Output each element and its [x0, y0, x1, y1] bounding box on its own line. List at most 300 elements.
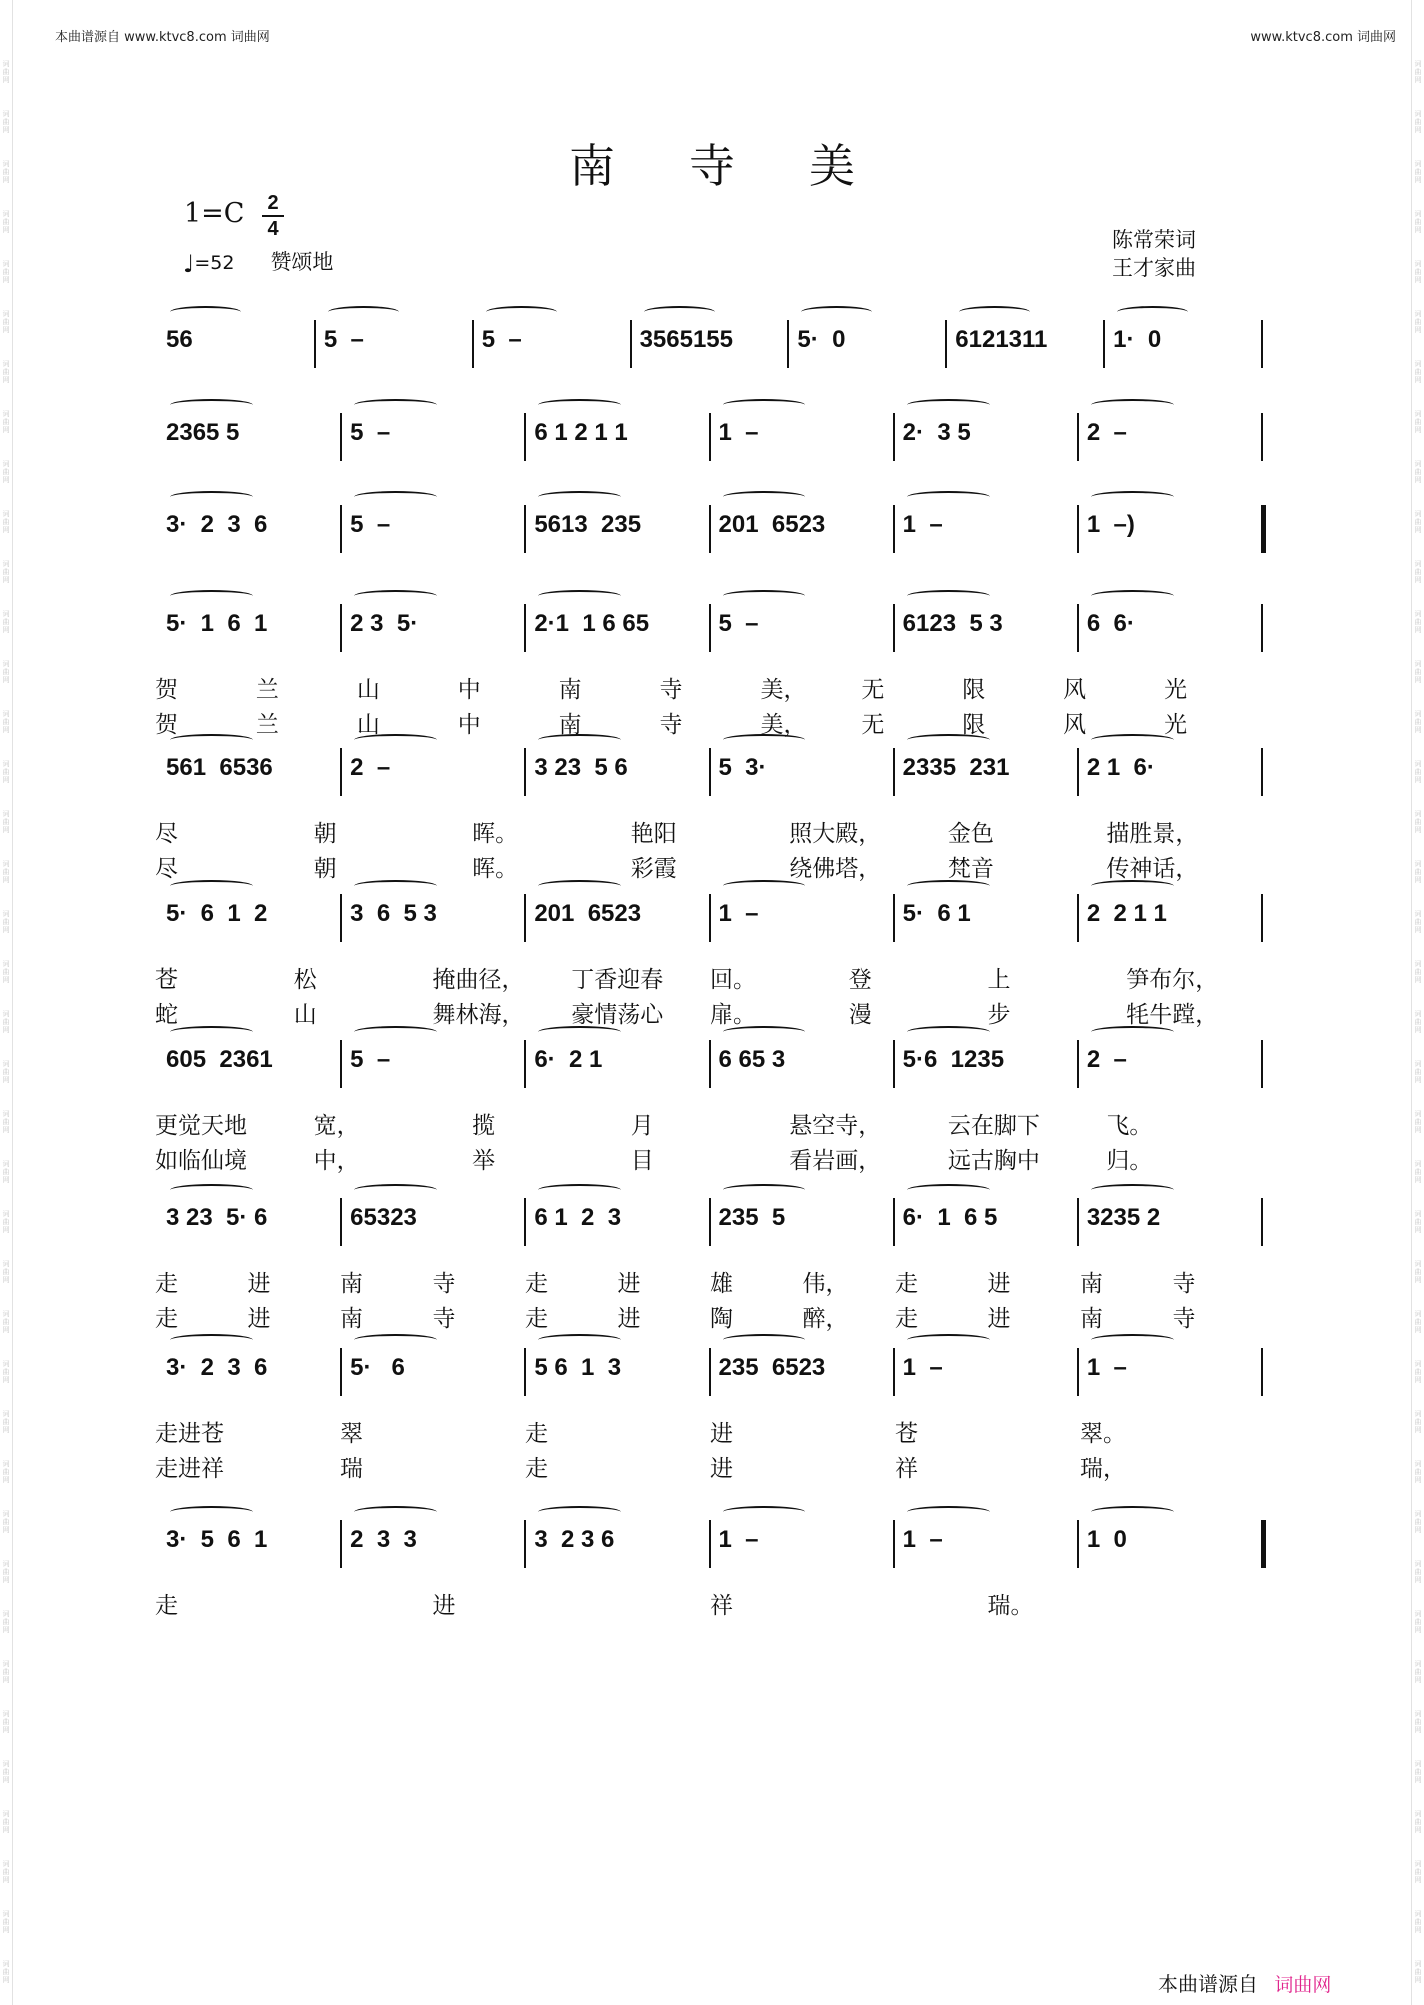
- slur-mark: [170, 399, 253, 411]
- measure-notes: 3235 2: [1086, 1204, 1161, 1231]
- side-watermark-text: 词 曲 网: [2, 560, 10, 584]
- measure-notes: 1 –: [718, 1526, 759, 1553]
- lyric-word: 朝: [313, 821, 337, 847]
- lyric-word: 陶: [710, 1306, 733, 1332]
- side-watermark-text: 词 曲 网: [1414, 1460, 1422, 1484]
- expression-marking: 赞颂地: [270, 250, 334, 274]
- lyric-word: 松: [293, 967, 317, 993]
- measure-notes: 5 –: [718, 610, 759, 637]
- barline: [1077, 1040, 1079, 1088]
- side-watermark-text: 词 曲 网: [1414, 1910, 1422, 1934]
- barline: [340, 748, 342, 796]
- lyric-word: 走: [525, 1421, 548, 1447]
- slur-mark: [538, 1506, 621, 1518]
- side-watermark-text: 词 曲 网: [2, 310, 10, 334]
- side-watermark-text: 词 曲 网: [1414, 1960, 1422, 1984]
- lyric-line: [155, 1300, 1265, 1330]
- lyric-word: 中: [457, 677, 481, 703]
- lyric-word: 南: [558, 712, 582, 738]
- side-watermark-text: 词 曲 网: [1414, 1710, 1422, 1734]
- side-watermark-text: 词 曲 网: [1414, 360, 1422, 384]
- lyric-word: 雄: [710, 1271, 733, 1297]
- lyric-word: 无: [861, 712, 885, 738]
- lyric-word: 祥: [710, 1593, 733, 1619]
- measure-notes: 561 6536: [166, 754, 273, 781]
- lyric-word: 光: [1164, 712, 1188, 738]
- slur-mark: [907, 1184, 990, 1196]
- lyric-word: 伟，: [802, 1271, 849, 1297]
- barline: [314, 320, 316, 368]
- lyric-word: 进: [987, 1271, 1011, 1297]
- lyric-word: 走: [895, 1271, 918, 1297]
- slur-mark: [907, 1334, 990, 1346]
- header-source-right: www.ktvc8.com 词曲网: [1250, 30, 1396, 45]
- lyric-word: 山: [293, 1002, 317, 1028]
- barline: [340, 604, 342, 652]
- tempo-marking: [183, 246, 333, 278]
- slur-mark: [1091, 590, 1174, 602]
- barline: [340, 413, 342, 461]
- side-watermark-text: 词 曲 网: [1414, 710, 1422, 734]
- lyric-word: 寺: [659, 677, 683, 703]
- measure-notes: 2 –: [350, 754, 391, 781]
- slur-mark: [538, 1334, 621, 1346]
- barline: [893, 505, 895, 553]
- lyric-word: 光: [1164, 677, 1188, 703]
- measure-notes: 6123 5 3: [902, 610, 1003, 637]
- lyric-word: 蛇: [155, 1002, 178, 1028]
- measure-notes: 5 3·: [718, 754, 767, 781]
- slur-mark: [170, 1506, 253, 1518]
- slur-mark: [907, 590, 990, 602]
- lyric-line: [155, 996, 1265, 1026]
- side-watermark-text: 词 曲 网: [1414, 60, 1422, 84]
- slur-mark: [354, 399, 437, 411]
- side-watermark-text: 词 曲 网: [2, 1460, 10, 1484]
- lyric-word: 绕佛塔，: [789, 856, 882, 882]
- side-watermark-text: 词 曲 网: [2, 1410, 10, 1434]
- side-watermark-text: 词 曲 网: [2, 1160, 10, 1184]
- lyric-word: 苍: [155, 967, 178, 993]
- side-watermark-text: 词 曲 网: [1414, 1110, 1422, 1134]
- lyric-word: 彩霞: [630, 856, 677, 882]
- lyric-line: [155, 1142, 1265, 1172]
- side-watermark-text: 词 曲 网: [2, 110, 10, 134]
- lyric-word: 晖。: [472, 821, 519, 847]
- barline: [340, 1520, 342, 1568]
- lyric-word: 掩曲径，: [432, 967, 525, 993]
- barline: [340, 1348, 342, 1396]
- measure-notes: 3 2 3 6: [534, 1526, 615, 1553]
- slur-mark: [723, 590, 806, 602]
- lyric-word: 走进祥: [155, 1456, 224, 1482]
- lyric-word: 贺: [155, 712, 178, 738]
- slur-mark: [907, 399, 990, 411]
- side-watermark-text: 词 曲 网: [2, 1610, 10, 1634]
- measure-notes: 5 –: [350, 419, 391, 446]
- meter-top: 2: [267, 192, 279, 214]
- lyric-line: [155, 961, 1265, 991]
- slur-mark: [1091, 1506, 1174, 1518]
- lyric-word: 尽: [155, 821, 178, 847]
- end-barline: [1261, 894, 1263, 942]
- lyric-word: 翠。: [1080, 1421, 1126, 1447]
- lyric-word: 朝: [313, 856, 337, 882]
- side-watermark-text: 词 曲 网: [1414, 110, 1422, 134]
- barline: [524, 1198, 526, 1246]
- slur-mark: [723, 734, 806, 746]
- measure-notes: 1 –: [902, 511, 943, 538]
- measure-notes: 201 6523: [718, 511, 826, 538]
- lyric-word: 宽，: [313, 1113, 360, 1139]
- lyric-word: 兰: [255, 677, 279, 703]
- side-watermark-text: 词 曲 网: [2, 360, 10, 384]
- measure-notes: 6 1 2 1 1: [534, 419, 628, 446]
- lyric-word: 举: [472, 1148, 496, 1174]
- measure-notes: 3565155: [639, 326, 733, 353]
- lyric-word: 美，: [760, 677, 807, 703]
- slur-mark: [170, 590, 253, 602]
- side-watermark-text: 词 曲 网: [2, 1060, 10, 1084]
- lyric-word: 丁香迎春: [571, 967, 664, 993]
- lyric-line: [155, 706, 1265, 736]
- measure-notes: 2 3 3: [350, 1526, 417, 1553]
- tempo-value: =52: [194, 252, 235, 274]
- side-watermark-text: 词 曲 网: [2, 1760, 10, 1784]
- lyric-word: 艳阳: [630, 821, 677, 847]
- slur-mark: [723, 491, 806, 503]
- slur-mark: [1091, 491, 1174, 503]
- slur-mark: [354, 590, 437, 602]
- side-watermark-text: 词 曲 网: [2, 410, 10, 434]
- lyric-word: 舞林海，: [432, 1002, 525, 1028]
- barline: [1077, 1348, 1079, 1396]
- lyric-line: [155, 1450, 1265, 1480]
- lyric-word: 走: [155, 1306, 178, 1332]
- slur-mark: [959, 306, 1030, 318]
- barline: [893, 1040, 895, 1088]
- side-watermark-text: 词 曲 网: [1414, 1860, 1422, 1884]
- lyric-word: 贺: [155, 677, 178, 703]
- side-watermark-text: 词 曲 网: [1414, 510, 1422, 534]
- side-watermark-text: 词 曲 网: [2, 610, 10, 634]
- side-watermark-text: 词 曲 网: [1414, 1360, 1422, 1384]
- side-watermark-text: 词 曲 网: [1414, 960, 1422, 984]
- lyric-word: 尽: [155, 856, 178, 882]
- slur-mark: [538, 399, 621, 411]
- lyric-line: [155, 1587, 1265, 1617]
- lyric-word: 远古胸中: [947, 1148, 1040, 1174]
- side-watermark-text: 词 曲 网: [2, 210, 10, 234]
- side-watermark-text: 词 曲 网: [1414, 860, 1422, 884]
- lyric-word: 翠: [340, 1421, 363, 1447]
- lyric-word: 进: [247, 1271, 271, 1297]
- slur-mark: [328, 306, 399, 318]
- lyric-word: 走: [895, 1306, 918, 1332]
- lyric-line: [155, 1265, 1265, 1295]
- lyric-word: 山: [356, 677, 380, 703]
- slur-mark: [723, 1184, 806, 1196]
- side-watermark-text: 词 曲 网: [1414, 160, 1422, 184]
- end-barline: [1261, 1348, 1263, 1396]
- lyric-word: 南: [1080, 1271, 1103, 1297]
- staff-row: [160, 320, 1265, 360]
- side-watermark-text: 词 曲 网: [1414, 760, 1422, 784]
- measure-notes: 5· 6 1 2: [166, 900, 268, 927]
- end-barline: [1261, 505, 1266, 553]
- lyric-word: 如临仙境: [155, 1148, 247, 1174]
- side-watermark-text: 词 曲 网: [2, 1710, 10, 1734]
- slur-mark: [723, 399, 806, 411]
- lyric-word: 瑞，: [1080, 1456, 1126, 1482]
- lyric-word: 苍: [895, 1421, 918, 1447]
- side-watermark-text: 词 曲 网: [2, 260, 10, 284]
- end-barline: [1261, 604, 1263, 652]
- barline: [1077, 1520, 1079, 1568]
- side-watermark-text: 词 曲 网: [1414, 1160, 1422, 1184]
- side-watermark-text: 词 曲 网: [1414, 660, 1422, 684]
- measure-notes: 2·1 1 6 65: [534, 610, 650, 637]
- side-watermark-text: 词 曲 网: [2, 60, 10, 84]
- measure-notes: 6 6·: [1086, 610, 1135, 637]
- slur-mark: [538, 590, 621, 602]
- lyric-word: 无: [861, 677, 885, 703]
- side-watermark-text: 词 曲 网: [2, 1960, 10, 1984]
- measure-notes: 1 –: [718, 419, 759, 446]
- staff-row: [160, 1348, 1265, 1388]
- side-watermark-text: 词 曲 网: [1414, 460, 1422, 484]
- staff-row: [160, 413, 1265, 453]
- song-title: 南寺美: [569, 139, 929, 193]
- barline: [709, 894, 711, 942]
- barline: [524, 505, 526, 553]
- lyric-word: 限: [962, 712, 986, 738]
- measure-notes: 3 6 5 3: [350, 900, 437, 927]
- measure-notes: 5· 6: [350, 1354, 405, 1381]
- side-watermark-text: 词 曲 网: [2, 1310, 10, 1334]
- lyric-word: 限: [962, 677, 986, 703]
- lyric-word: 寺: [1172, 1306, 1196, 1332]
- barline: [524, 748, 526, 796]
- lyric-word: 瑞。: [987, 1593, 1034, 1619]
- side-watermark-text: 词 曲 网: [1414, 1660, 1422, 1684]
- slur-mark: [170, 1026, 253, 1038]
- side-watermark-text: 词 曲 网: [2, 710, 10, 734]
- slur-mark: [486, 306, 557, 318]
- measure-notes: 3 23 5· 6: [166, 1204, 268, 1231]
- lyricist: 陈常荣词: [1112, 228, 1196, 252]
- measure-notes: 3 23 5 6: [534, 754, 628, 781]
- side-watermark-text: 词 曲 网: [1414, 410, 1422, 434]
- measure-notes: 1 –): [1086, 511, 1135, 538]
- side-watermark-text: 词 曲 网: [1414, 260, 1422, 284]
- lyric-word: 云在脚下: [947, 1113, 1040, 1139]
- barline: [1077, 505, 1079, 553]
- barline: [340, 894, 342, 942]
- barline: [524, 604, 526, 652]
- meter-bottom: 4: [267, 218, 279, 240]
- lyric-word: 进: [987, 1306, 1011, 1332]
- barline: [1077, 894, 1079, 942]
- barline: [893, 604, 895, 652]
- measure-notes: 2335 231: [902, 754, 1010, 781]
- barline: [524, 1348, 526, 1396]
- lyric-word: 漫: [848, 1002, 872, 1028]
- measure-notes: 5·6 1235: [902, 1046, 1005, 1073]
- barline: [524, 1040, 526, 1088]
- slur-mark: [1117, 306, 1188, 318]
- lyric-word: 寺: [1172, 1271, 1196, 1297]
- barline: [340, 505, 342, 553]
- lyric-word: 瑞: [340, 1456, 363, 1482]
- measure-notes: 6 1 2 3: [534, 1204, 622, 1231]
- time-signature: [262, 192, 284, 240]
- staff-row: [160, 748, 1265, 788]
- lyric-word: 南: [340, 1271, 363, 1297]
- lyric-word: 揽: [472, 1113, 496, 1139]
- slur-mark: [801, 306, 872, 318]
- measure-notes: 3· 2 3 6: [166, 511, 268, 538]
- side-watermark-text: 词 曲 网: [2, 960, 10, 984]
- barline: [709, 748, 711, 796]
- lyric-word: 寺: [432, 1306, 456, 1332]
- measure-notes: 1 –: [1086, 1354, 1127, 1381]
- end-barline: [1261, 1040, 1263, 1088]
- side-watermark-text: 词 曲 网: [1414, 1060, 1422, 1084]
- staff-row: [160, 1040, 1265, 1080]
- measure-notes: 3· 2 3 6: [166, 1354, 268, 1381]
- lyric-word: 南: [558, 677, 582, 703]
- staff-row: [160, 604, 1265, 644]
- slur-mark: [1091, 1026, 1174, 1038]
- slur-mark: [1091, 1184, 1174, 1196]
- measure-notes: 6121311: [955, 326, 1048, 353]
- measure-notes: 1 0: [1086, 1526, 1127, 1553]
- side-watermark-text: 词 曲 网: [1414, 210, 1422, 234]
- lyric-word: 登: [848, 967, 872, 993]
- side-watermark-text: 词 曲 网: [2, 1660, 10, 1684]
- lyric-word: 扉。: [710, 1002, 756, 1028]
- measure-notes: 1 –: [718, 900, 759, 927]
- barline: [630, 320, 632, 368]
- footer-site: 词曲网: [1274, 1974, 1332, 1996]
- lyric-line: [155, 850, 1265, 880]
- measure-notes: 2 3 5·: [350, 610, 419, 637]
- lyric-word: 南: [340, 1306, 363, 1332]
- slur-mark: [723, 880, 806, 892]
- barline: [945, 320, 947, 368]
- lyric-word: 金色: [947, 821, 994, 847]
- lyric-word: 进: [710, 1456, 733, 1482]
- slur-mark: [723, 1026, 806, 1038]
- lyric-word: 进: [710, 1421, 733, 1447]
- side-watermark-text: 词 曲 网: [2, 810, 10, 834]
- barline: [524, 413, 526, 461]
- barline: [893, 1348, 895, 1396]
- slur-mark: [723, 1334, 806, 1346]
- slur-mark: [354, 734, 437, 746]
- barline: [340, 1198, 342, 1246]
- barline: [524, 894, 526, 942]
- footer-watermark: [1158, 1968, 1331, 1997]
- lyric-word: 步: [987, 1002, 1011, 1028]
- slur-mark: [354, 1184, 437, 1196]
- side-watermark-text: 词 曲 网: [2, 1510, 10, 1534]
- lyric-word: 豪情荡心: [571, 1002, 664, 1028]
- measure-notes: 1· 0: [1113, 326, 1162, 353]
- barline: [709, 505, 711, 553]
- barline: [893, 1520, 895, 1568]
- barline: [524, 1520, 526, 1568]
- side-watermark-text: 词 曲 网: [1414, 310, 1422, 334]
- side-watermark-text: 词 曲 网: [1414, 1260, 1422, 1284]
- measure-notes: 605 2361: [166, 1046, 273, 1073]
- lyric-word: 晖。: [472, 856, 519, 882]
- measure-notes: 2· 3 5: [902, 419, 971, 446]
- measure-notes: 6· 2 1: [534, 1046, 603, 1073]
- measure-notes: 201 6523: [534, 900, 642, 927]
- slur-mark: [723, 1506, 806, 1518]
- side-watermark-text: 词 曲 网: [1414, 1410, 1422, 1434]
- staff-row: [160, 505, 1265, 545]
- slur-mark: [907, 491, 990, 503]
- side-watermark-text: 词 曲 网: [1414, 610, 1422, 634]
- barline: [709, 1198, 711, 1246]
- slur-mark: [538, 1184, 621, 1196]
- slur-mark: [538, 491, 621, 503]
- slur-mark: [644, 306, 715, 318]
- measure-notes: 2 1 6·: [1086, 754, 1155, 781]
- measure-notes: 65323: [350, 1204, 417, 1231]
- slur-mark: [354, 491, 437, 503]
- lyric-word: 描胜景，: [1106, 821, 1199, 847]
- measure-notes: 5 –: [350, 511, 391, 538]
- lyric-word: 归。: [1106, 1148, 1153, 1174]
- barline: [1077, 748, 1079, 796]
- lyric-line: [155, 815, 1265, 845]
- lyric-word: 南: [1080, 1306, 1103, 1332]
- lyric-word: 走: [525, 1306, 548, 1332]
- measure-notes: 2 2 1 1: [1086, 900, 1167, 927]
- slur-mark: [170, 1334, 253, 1346]
- slur-mark: [538, 734, 621, 746]
- lyric-word: 走: [155, 1271, 178, 1297]
- barline: [787, 320, 789, 368]
- side-watermark-text: 词 曲 网: [2, 1010, 10, 1034]
- slur-mark: [907, 1026, 990, 1038]
- barline: [893, 894, 895, 942]
- lyric-word: 祥: [895, 1456, 918, 1482]
- barline: [709, 413, 711, 461]
- lyric-word: 寺: [659, 712, 683, 738]
- slur-mark: [1091, 1334, 1174, 1346]
- footer-main: 本曲谱源自: [1158, 1972, 1258, 1996]
- side-watermark-text: 词 曲 网: [1414, 810, 1422, 834]
- measure-notes: 235 6523: [718, 1354, 826, 1381]
- slur-mark: [354, 1506, 437, 1518]
- lyric-word: 走: [155, 1593, 178, 1619]
- lyric-word: 更觉天地: [155, 1113, 247, 1139]
- lyric-word: 笋布尔，: [1126, 967, 1219, 993]
- slur-mark: [1091, 880, 1174, 892]
- end-barline: [1261, 320, 1263, 368]
- barline: [893, 748, 895, 796]
- side-watermark-text: 词 曲 网: [2, 760, 10, 784]
- right-watermark-strip: [1411, 0, 1424, 2005]
- slur-mark: [354, 880, 437, 892]
- side-watermark-text: 词 曲 网: [2, 660, 10, 684]
- side-watermark-text: 词 曲 网: [2, 1360, 10, 1384]
